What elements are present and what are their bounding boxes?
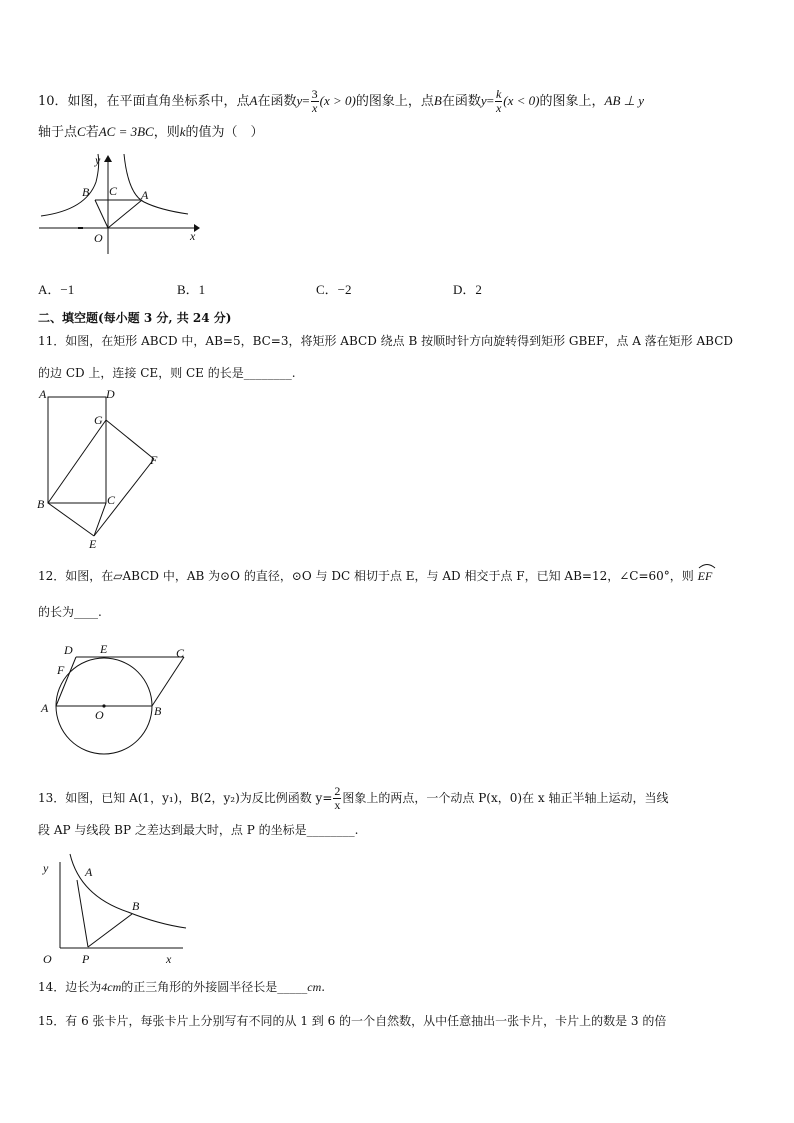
label-x: x: [190, 229, 196, 243]
q10-line1: 10．如图，在平面直角坐标系中，点A在函数y= $\frac{3}{x}$ (x > 0)的图象上，点B在函数y= $\frac{k}{x}$ (x < 0)的图象上，AB ⊥ y: [38, 87, 644, 115]
label-f: F: [57, 663, 65, 677]
q11-line1: 11．如图，在矩形 ABCD 中，AB=5，BC=3，将矩形 ABCD 绕点 B 按顺时针方向旋转得到矩形 GBEF，点 A 落在矩形 ABCD: [38, 334, 734, 348]
label-x: x: [166, 952, 172, 966]
fraction-3-over-x: $\frac{3}{x}$: [311, 87, 318, 115]
label-a: A: [41, 701, 49, 715]
fraction-k-over-x: $\frac{k}{x}$: [495, 87, 502, 115]
arc-ef: EF: [698, 568, 713, 584]
label-o: O: [94, 231, 103, 245]
q14-line: 14．边长为4cm的正三角形的外接圆半径长是_____cm.: [38, 980, 326, 994]
q15-line1: 15．有 6 张卡片，每张卡片上分别写有不同的从 1 到 6 的一个自然数，从中任意抽出一张卡片，卡片上的数是 3 的倍: [38, 1014, 667, 1028]
option-b[interactable]: B．1: [177, 282, 206, 297]
label-b: B: [82, 185, 90, 199]
label-y: y: [95, 153, 101, 167]
label-c: C: [176, 646, 185, 660]
q13-line1: 13．如图，已知 A(1，y₁)，B(2，y₂)为反比例函数 y= $\frac{2}{x}$ 图象上的两点，一个动点 P(x，0)在 x 轴正半轴上运动，当线: [38, 784, 669, 812]
q12-line2: 的长为____.: [38, 605, 102, 619]
label-f: F: [150, 453, 158, 467]
q10-figure: [36, 150, 206, 255]
q10-line2: 轴于点C若AC = 3BC，则k的值为（ ）: [38, 124, 264, 140]
option-d[interactable]: D．2: [453, 282, 482, 297]
q13-figure: [38, 852, 193, 967]
label-o: O: [43, 952, 52, 966]
label-a: A: [39, 387, 47, 401]
label-p: P: [82, 952, 90, 966]
label-d: D: [64, 643, 73, 657]
point-a: A: [249, 93, 258, 108]
q13-line2: 段 AP 与线段 BP 之差达到最大时，点 P 的坐标是________.: [38, 823, 359, 837]
label-y: y: [43, 861, 49, 875]
label-e: E: [89, 537, 97, 551]
label-c: C: [109, 184, 118, 198]
q11-line2: 的边 CD 上，连接 CE，则 CE 的长是________.: [38, 366, 296, 380]
label-b: B: [132, 899, 140, 913]
section-title: 二、填空题(每小题 3 分, 共 24 分): [38, 311, 232, 325]
option-c[interactable]: C．−2: [316, 282, 352, 297]
label-a: A: [85, 865, 93, 879]
fraction-2-over-x: $\frac{2}{x}$: [334, 784, 341, 812]
label-o: O: [95, 708, 104, 722]
label-e: E: [100, 642, 108, 656]
label-d: D: [106, 387, 115, 401]
label-c: C: [107, 493, 116, 507]
q12-figure: [38, 642, 198, 757]
label-a: A: [141, 188, 149, 202]
label-b: B: [37, 497, 45, 511]
option-a[interactable]: A．−1: [38, 282, 75, 297]
label-b: B: [154, 704, 162, 718]
label-g: G: [94, 413, 103, 427]
q11-figure: [34, 387, 164, 551]
q12-line1: 12．如图，在▱ABCD 中，AB 为⊙O 的直径，⊙O 与 DC 相切于点 E，与 AD 相交于点 F，已知 AB=12，∠C=60°，则 EF: [38, 568, 712, 584]
